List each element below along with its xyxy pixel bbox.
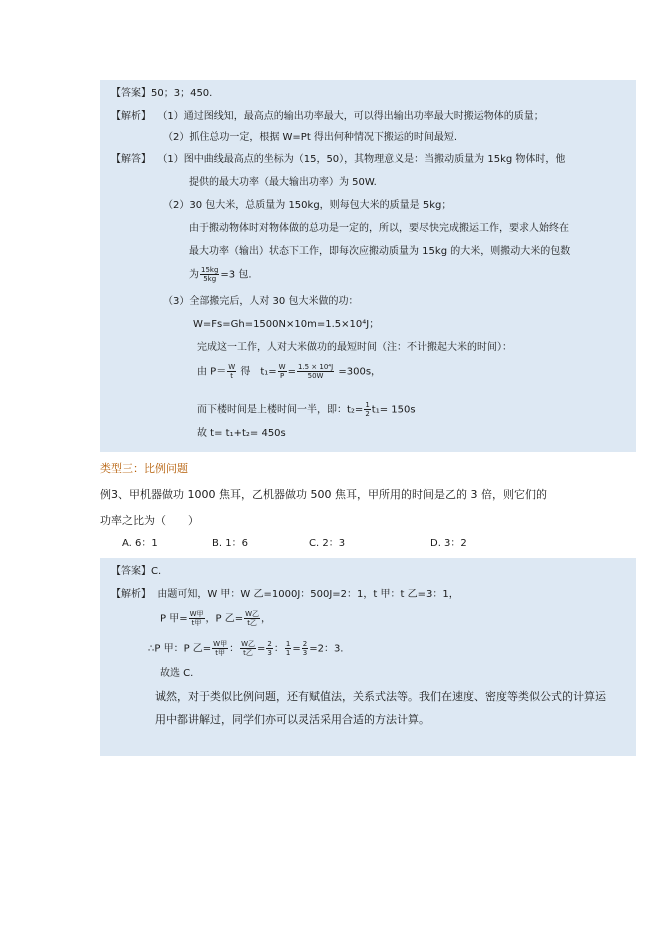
solution-line-4: 由于搬动物体时对物体做的总功是一定的，所以，要尽快完成搬运工作，要求人始终在: [189, 223, 569, 234]
analysis-line-2: （2）抓住总功一定，根据 W=Pt 得出何种情况下搬运的时间最短.: [163, 132, 458, 143]
analysis3-line-4: 故选 C.: [160, 668, 194, 679]
frac-den: 2: [365, 410, 370, 418]
frac-num: W乙: [245, 610, 260, 618]
solution-line-3: （2）30 包大米，总质量为 150kg，则每包大米的质量是 5kg；: [163, 200, 452, 211]
frac-den: t甲: [191, 619, 202, 627]
text-result: =2：3.: [309, 643, 344, 655]
frac-num: W甲: [189, 610, 204, 618]
solution-line-7: （3）全部搬完后，人对 30 包大米做的功：: [163, 296, 359, 307]
text-bag-result: =3 包.: [220, 269, 252, 281]
frac-num: 2: [267, 640, 272, 648]
text-eq: =: [292, 643, 301, 655]
frac-num: W乙: [241, 640, 256, 648]
analysis3-line-5: 诚然，对于类似比例问题，还有赋值法，关系式法等。我们在速度、密度等类似公式的计算运: [155, 690, 606, 703]
analysis3-line-3: [148, 640, 344, 657]
frac-num: W甲: [213, 640, 228, 648]
analysis-tag: 【解析】: [111, 111, 151, 122]
answer-text: 50；3；450.: [151, 88, 213, 99]
fraction-2-3: [266, 640, 272, 657]
solution-line-2: 提供的最大功率（最大输出功率）为 50W.: [189, 177, 377, 188]
section-heading: 类型三：比例问题: [100, 462, 188, 475]
frac-den: 3: [267, 649, 272, 657]
fraction-w-over-t: [227, 363, 236, 380]
text-you-p: 由 P＝: [197, 366, 227, 378]
analysis-tag: 【解析】: [111, 589, 151, 600]
text-p-yi: ，P 乙=: [205, 613, 244, 625]
solution-tag: 【解答】: [111, 154, 151, 165]
answer-line-1: [111, 87, 212, 100]
fraction-1-1: [285, 640, 291, 657]
text-eq: =: [287, 366, 296, 378]
fraction-half: [364, 401, 370, 418]
text-wei: 为: [189, 269, 199, 281]
answer-line-3: [111, 565, 161, 578]
text-t1-result: =300s，: [338, 366, 382, 378]
fraction-w-jia-t-jia: [212, 640, 228, 657]
analysis-line-1: [111, 110, 544, 123]
frac-num: W: [228, 363, 236, 371]
solution-line-8: W=Fs=Gh=1500N×10m=1.5×10⁴J；: [193, 319, 380, 330]
frac-den: t甲: [215, 649, 225, 657]
text-colon: ：: [273, 643, 284, 655]
text-t2-result: t₁= 150s: [371, 404, 416, 416]
answer-tag: 【答案】: [111, 566, 151, 577]
solution-line-12: 故 t= t₁+t₂= 450s: [197, 428, 286, 439]
text-colon: ：: [229, 643, 240, 655]
frac-den: 5kg: [203, 275, 217, 283]
analysis3-line-1: [111, 588, 459, 601]
fraction-2-3: [302, 640, 308, 657]
fraction-w-over-p: [278, 363, 287, 380]
option-a: A. 6：1: [122, 538, 158, 549]
option-d: D. 3：2: [430, 538, 467, 549]
fraction-w-yi-t-yi: [240, 640, 256, 657]
analysis-text-1: （1）通过图线知，最高点的输出功率最大，可以得出输出功率最大时搬运物体的质量；: [157, 111, 544, 122]
answer-tag: 【答案】: [111, 88, 151, 99]
text-ratio: ∴P 甲：P 乙=: [148, 643, 212, 655]
analysis-text: 由题可知，W 甲：W 乙=1000J：500J=2：1，t 甲：t 乙=3：1，: [157, 589, 459, 600]
solution-line-11: [197, 401, 416, 418]
solution-text-1: （1）图中曲线最高点的坐标为（15，50），其物理意义是：当搬动质量为 15kg 物体时，他: [157, 154, 566, 165]
text-comma: ，: [261, 613, 272, 625]
example-line-2: 功率之比为（ ）: [100, 514, 199, 527]
text-t2: 而下楼时间是上楼时间一半，即：t₂=: [197, 404, 364, 416]
text-eq: =: [257, 643, 266, 655]
answer-text: C.: [151, 566, 162, 577]
fraction-bag-count: [200, 266, 219, 283]
frac-num: 1: [285, 640, 291, 648]
solution-line-10: [197, 363, 381, 380]
option-c: C. 2：3: [309, 538, 346, 549]
frac-num: 1.5 × 10⁴J: [297, 363, 334, 371]
frac-num: 1: [365, 401, 370, 409]
frac-den: 1: [285, 649, 291, 657]
solution-line-9: 完成这一工作，人对大米做功的最短时间（注：不计搬起大米的时间）：: [197, 342, 512, 353]
frac-den: t: [230, 372, 234, 380]
frac-num: 15kg: [201, 266, 219, 274]
option-b: B. 1：6: [212, 538, 248, 549]
frac-num: 2: [302, 640, 308, 648]
fraction-work-over-power: [297, 363, 334, 380]
frac-den: 50W: [307, 372, 324, 380]
text-de-t1: 得 t₁=: [240, 366, 277, 378]
example-line-1: 例3、甲机器做功 1000 焦耳，乙机器做功 500 焦耳，甲所用的时间是乙的 3 倍，则它们的: [100, 488, 547, 501]
frac-den: 3: [302, 649, 308, 657]
frac-num: W: [278, 363, 286, 371]
frac-den: t乙: [243, 649, 253, 657]
frac-den: P: [279, 372, 285, 380]
solution-line-1: [111, 153, 565, 166]
solution-line-6: [189, 266, 252, 283]
text-p-jia: P 甲=: [160, 613, 188, 625]
fraction-w-yi-t-yi: [244, 610, 260, 627]
solution-line-5: 最大功率（输出）状态下工作，即每次应搬动质量为 15kg 的大米，则搬动大米的包数: [189, 246, 571, 257]
analysis3-line-6: 用中都讲解过，同学们亦可以灵活采用合适的方法计算。: [155, 713, 430, 726]
analysis3-line-2: [160, 610, 271, 627]
frac-den: t乙: [247, 619, 257, 627]
fraction-w-jia-t-jia: [189, 610, 205, 627]
